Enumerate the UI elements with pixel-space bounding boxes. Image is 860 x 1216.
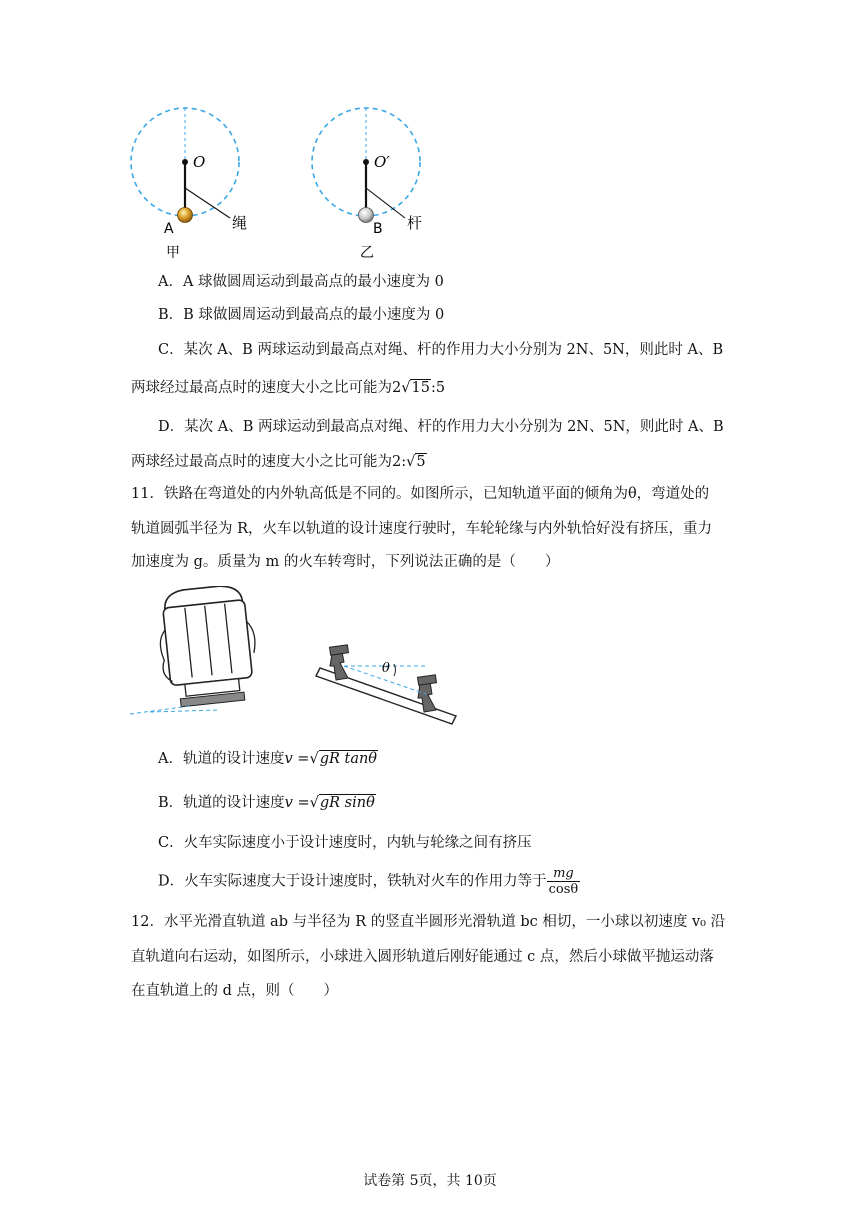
q11-option-a: A．轨道的设计速度v =√gR tanθ bbox=[158, 751, 378, 767]
q11-stem-line2: 轨道圆弧半径为 R，火车以轨道的设计速度行驶时，车轮轮缘与内外轨恰好没有挤压，重力 bbox=[131, 521, 713, 537]
q10-figure bbox=[120, 100, 440, 260]
q11-option-b: B．轨道的设计速度v =√gR sinθ bbox=[158, 795, 375, 811]
center-point-o-prime bbox=[363, 159, 369, 165]
q12-stem-line3: 在直轨道上的 d 点，则（ ） bbox=[131, 983, 338, 999]
inclined-track bbox=[316, 645, 456, 724]
q10-option-d-line2: 两球经过最高点时的速度大小之比可能为2:√5 bbox=[131, 454, 426, 470]
label-rope: 绳 bbox=[232, 214, 248, 232]
q10-option-c-line2: 两球经过最高点时的速度大小之比可能为2√15:5 bbox=[131, 380, 446, 396]
q10-option-c-line1: C．某次 A、B 两球运动到最高点对绳、杆的作用力大小分别为 2N、5N，则此时 A、B bbox=[158, 342, 724, 358]
q11-option-c: C．火车实际速度小于设计速度时，内轨与轮缘之间有挤压 bbox=[158, 835, 532, 851]
label-o-prime: O′ bbox=[374, 153, 390, 171]
q11-stem-line3: 加速度为 g。质量为 m 的火车转弯时，下列说法正确的是（ ） bbox=[131, 554, 560, 570]
q10-option-d-line1: D．某次 A、B 两球运动到最高点对绳、杆的作用力大小分别为 2N、5N，则此时 A、B bbox=[158, 419, 724, 435]
q11-figure bbox=[130, 586, 470, 726]
center-point-o bbox=[182, 159, 188, 165]
q12-stem-line2: 直轨道向右运动，如图所示，小球进入圆形轨道后刚好能通过 c 点，然后小球做平抛运动落 bbox=[131, 949, 714, 965]
q10-option-a: A．A 球做圆周运动到最高点的最小速度为 0 bbox=[158, 274, 444, 290]
label-b: B bbox=[373, 221, 383, 237]
label-rod: 杆 bbox=[407, 214, 423, 232]
train-front bbox=[155, 586, 261, 708]
label-o: O bbox=[193, 153, 206, 171]
q11-stem-line1: 11．铁路在弯道处的内外轨高低是不同的。如图所示，已知轨道平面的倾角为θ，弯道处的 bbox=[131, 486, 710, 502]
label-a: A bbox=[164, 221, 174, 237]
q10-option-b: B．B 球做圆周运动到最高点的最小速度为 0 bbox=[158, 307, 445, 323]
caption-jia: 甲 bbox=[166, 245, 180, 260]
caption-yi: 乙 bbox=[360, 245, 374, 260]
q11-option-d: D．火车实际速度大于设计速度时，铁轨对火车的作用力等于 $\frac{mg}{\cos\theta}$ bbox=[158, 866, 579, 897]
ball-b bbox=[359, 208, 374, 223]
page-footer: 试卷第 5页，共 10页 bbox=[363, 1173, 497, 1189]
ball-a bbox=[178, 208, 193, 223]
theta-label: θ bbox=[382, 661, 390, 676]
q12-stem-line1: 12．水平光滑直轨道 ab 与半径为 R 的竖直半圆形光滑轨道 bc 相切，一小球以初速度 v₀ 沿 bbox=[131, 914, 726, 930]
